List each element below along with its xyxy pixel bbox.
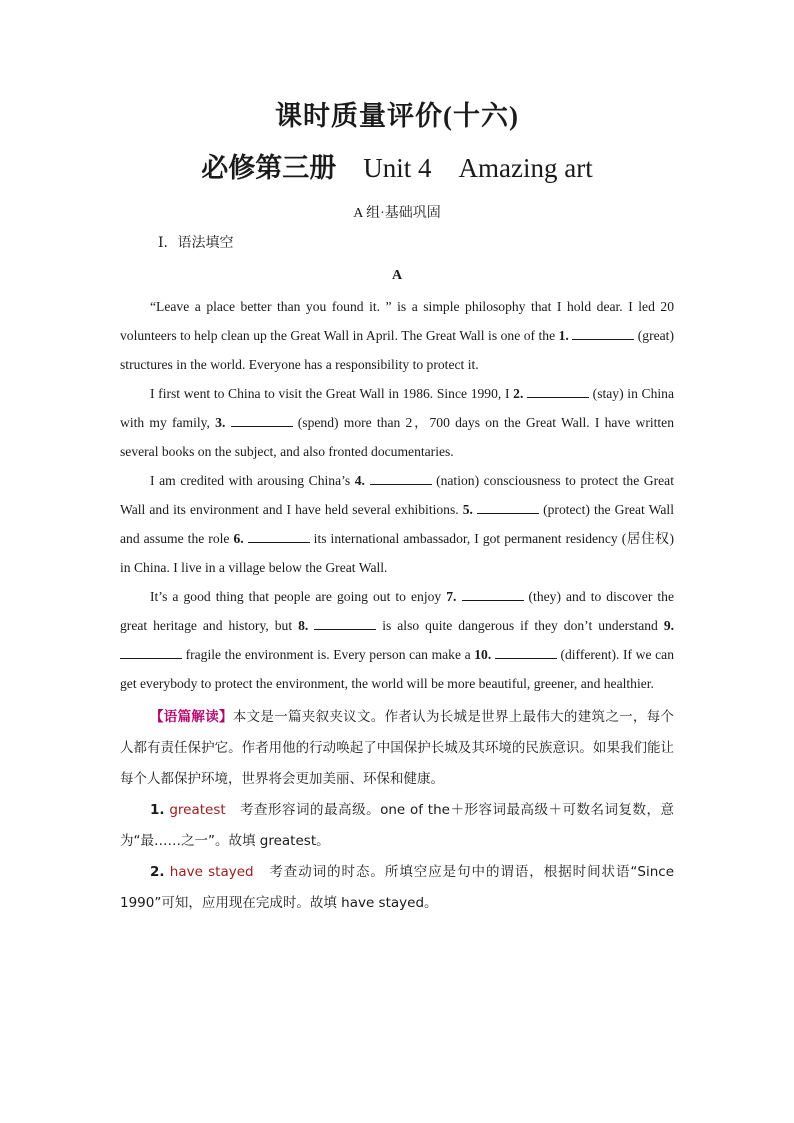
- book-name: 必修第三册: [201, 153, 337, 183]
- section-label: Ⅰ．语法填空: [158, 236, 234, 251]
- passage-paragraph-3: I am credited with arousing China’s 4. (nation) consciousness to protect the Great Wall and its environment and I have held several exhibitions. 5. (protect) the Great Wall and assume the role 6. its international ambassador, I got permanent residency (居住权) in China. I live in a village below the Great Wall.: [120, 466, 674, 582]
- answer-value-2: have stayed: [169, 864, 254, 880]
- blank-3: [231, 412, 293, 427]
- blank-9: [120, 644, 182, 659]
- unit-number: Unit 4: [363, 153, 432, 183]
- blank-10: [495, 644, 557, 659]
- document-page: [120, 96, 674, 919]
- unit-heading: [120, 148, 674, 188]
- passage-paragraph-4: It’s a good thing that people are going out to enjoy 7. (they) and to discover the great heritage and history, but 8. is also quite dangerous if they don’t understand 9. fragile the environment is. Every person can make a 10. (different). If we can get everybody to protect the environment, the world will be more beautiful, greener, and healthier.: [120, 582, 674, 698]
- blank-number-1: 1.: [558, 328, 569, 343]
- blank-number-3: 3.: [215, 415, 226, 430]
- answer-value-1: greatest: [169, 802, 226, 818]
- blank-5: [477, 499, 539, 514]
- blank-7: [462, 586, 524, 601]
- analysis-tag: 【语篇解读】: [150, 709, 233, 725]
- blank-number-9: 9.: [663, 618, 675, 633]
- blank-number-5: 5.: [462, 502, 473, 517]
- page-title: 课时质量评价(十六): [275, 101, 519, 131]
- group-label: A 组·基础巩固: [353, 206, 441, 221]
- blank-4: [370, 470, 432, 485]
- answer-explanation-1: 考查形容词的最高级。one of the＋形容词最高级＋可数名词复数，意为“最……之一”。故填 greatest。: [120, 802, 674, 849]
- blank-number-8: 8.: [298, 618, 309, 633]
- blank-8: [314, 615, 376, 630]
- unit-title: Amazing art: [458, 153, 593, 183]
- analysis-text: 本文是一篇夹叙夹议文。作者认为长城是世界上最伟大的建筑之一，每个人都有责任保护它。作者用他的行动唤起了中国保护长城及其环境的民族意识。如果我们能让每个人都保护环境，世界将会更加美丽、环保和健康。: [120, 709, 675, 787]
- blank-number-10: 10.: [474, 647, 492, 662]
- blank-number-2: 2.: [513, 386, 524, 401]
- blank-2: [527, 383, 589, 398]
- blank-number-4: 4.: [354, 473, 365, 488]
- answer-explanation-2: 考查动词的时态。所填空应是句中的谓语，根据时间状语“Since 1990”可知，应用现在完成时。故填 have stayed。: [120, 864, 675, 911]
- passage-paragraph-2: I first went to China to visit the Great Wall in 1986. Since 1990, I 2. (stay) in China with my family, 3. (spend) more than 2，700 days on the Great Wall. I have written several books on the subject, and also fronted documentaries.: [120, 379, 674, 466]
- blank-number-6: 6.: [233, 531, 244, 546]
- answer-item-1: 1. greatest 考查形容词的最高级。one of the＋形容词最高级＋可数名词复数，意为“最……之一”。故填 greatest。: [120, 802, 674, 849]
- answer-item-2: 2. have stayed 考查动词的时态。所填空应是句中的谓语，根据时间状语“Since 1990”可知，应用现在完成时。故填 have stayed。: [120, 864, 675, 911]
- blank-6: [248, 528, 310, 543]
- passage-label: A: [391, 268, 403, 283]
- blank-number-7: 7.: [446, 589, 457, 604]
- passage-paragraph-1: “Leave a place better than you found it. ” is a simple philosophy that I hold dear. I led 20 volunteers to help clean up the Great Wall in April. The Great Wall is one of the 1. (great) structures in the world. Everyone has a responsibility to protect it.: [120, 299, 674, 372]
- blank-1: [572, 325, 634, 340]
- passage-analysis: [120, 702, 674, 795]
